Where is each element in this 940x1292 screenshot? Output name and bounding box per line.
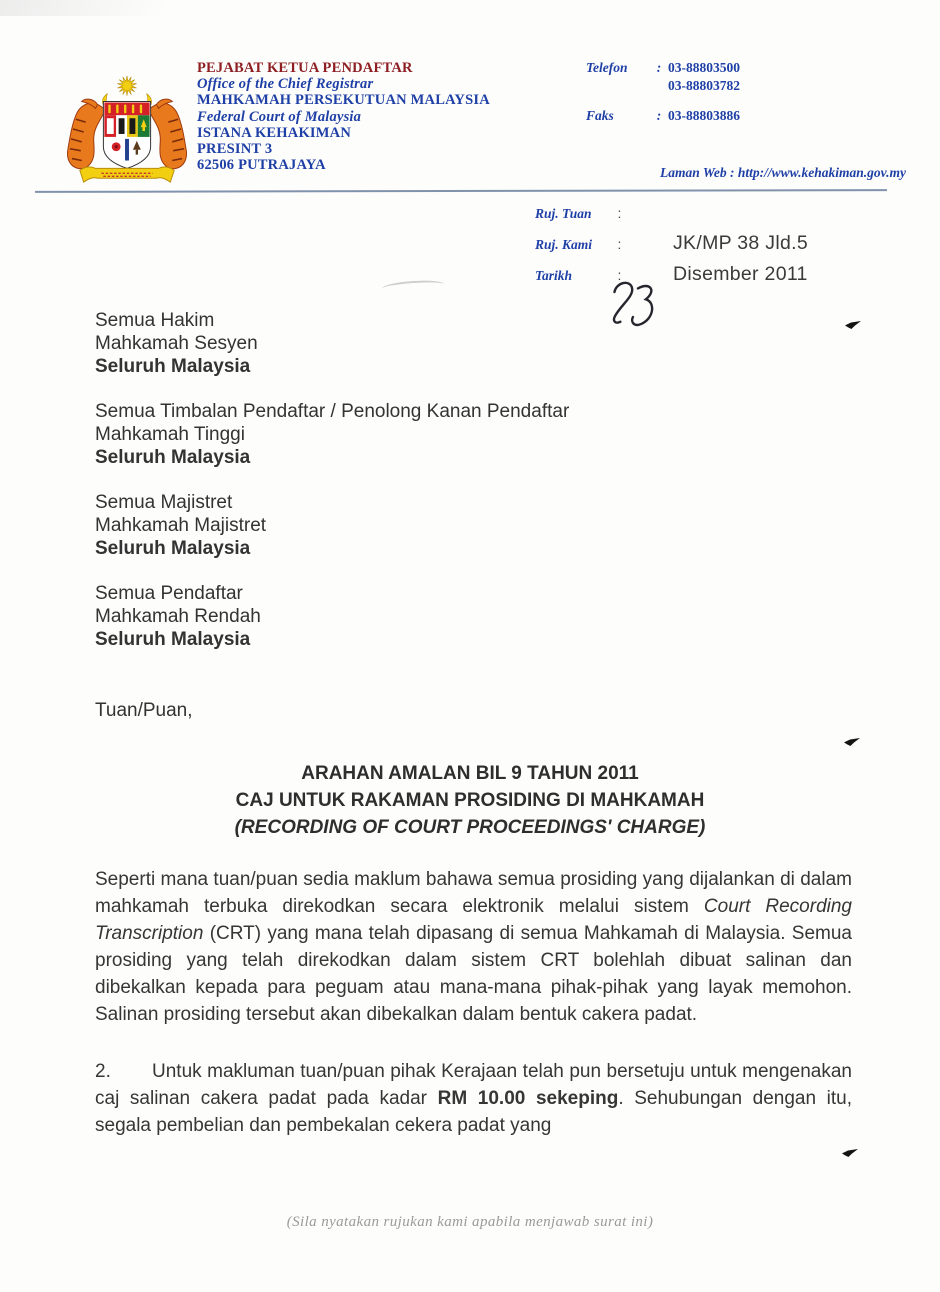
malaysia-coat-of-arms-icon [62, 72, 192, 192]
tarikh-row [535, 263, 915, 298]
para2-text: Untuk makluman tuan/puan pihak Kerajaan telah pun bersetuju untuk mengenakan caj salinan cakera padat pada kadar [95, 1061, 852, 1109]
recipient-line: Mahkamah Rendah [95, 606, 261, 628]
handwritten-day-23 [605, 278, 661, 336]
ruj-kami-label: Ruj. Kami [535, 237, 593, 252]
tarikh-label: Tarikh [535, 268, 573, 283]
phone-colon: : [656, 60, 662, 75]
scan-mark-artifact [842, 1149, 858, 1157]
shield-icon [103, 102, 150, 169]
footer-note: (Sila nyatakan rujukan kami apabila menjawab surat ini) [286, 1214, 654, 1230]
letterhead-divider-rule [35, 189, 887, 193]
recipient-block-judges [95, 309, 258, 379]
court-name-en: Federal Court of Malaysia [197, 108, 362, 125]
address-line-1: ISTANA KEHAKIMAN [197, 124, 351, 141]
ruj-kami-colon: : [617, 236, 622, 252]
fax-number: 03-88803886 [668, 108, 740, 123]
paragraph-number: 2. [95, 1061, 111, 1082]
office-name-my: PEJABAT KETUA PENDAFTAR [197, 60, 413, 76]
body-paragraph-1 [95, 866, 852, 1028]
address-line-2: PRESINT 3 [197, 141, 273, 158]
para2-bold-phrase: RM 10.00 sekeping [437, 1088, 619, 1109]
letterhead-contact-block [586, 60, 906, 126]
recipient-line: Semua Timbalan Pendaftar / Penolong Kanan Pendaftar [95, 401, 570, 422]
recipient-line: Seluruh Malaysia [95, 447, 251, 469]
recipient-block-registrars [95, 582, 261, 652]
ruj-kami-value: JK/MP 38 Jld.5 [673, 232, 808, 254]
scan-mark-artifact [844, 738, 860, 746]
tiger-left-icon [67, 99, 105, 169]
recipient-line: Semua Hakim [95, 310, 215, 331]
salutation: Tuan/Puan, [95, 700, 193, 721]
para1-text: (CRT) yang mana telah dipasang di semua Mahkamah di Malaysia. Semua prosiding yang telah direkodkan dalam sistem CRT bolehlah dibuat salinan dan dibekalkan kepada para peguam atau mana-mana pihak-pihak yang layak memohon. Salinan prosiding tersebut akan dibekalkan dalam bentuk cakera padat. [95, 923, 852, 1025]
phone-label: Telefon [586, 60, 628, 75]
recipient-line: Semua Majistret [95, 492, 233, 513]
recipient-line: Semua Pendaftar [95, 583, 243, 604]
recipient-line: Seluruh Malaysia [95, 629, 251, 651]
recipient-line: Seluruh Malaysia [95, 356, 251, 378]
ruj-tuan-colon: : [617, 205, 622, 221]
fax-label: Faks [586, 108, 614, 123]
subject-line-3: (RECORDING OF COURT PROCEEDINGS' CHARGE) [234, 817, 706, 838]
phone-number-1: 03-88803500 [668, 60, 740, 75]
subject-title-block [0, 760, 940, 841]
fax-row [586, 108, 906, 124]
scan-smudge-artifact [382, 279, 445, 294]
body-paragraph-2 [95, 1058, 852, 1139]
recipient-line: Mahkamah Sesyen [95, 333, 258, 355]
tarikh-colon: : [617, 267, 622, 283]
scan-mark-artifact [845, 321, 861, 329]
recipient-line: Mahkamah Majistret [95, 515, 267, 537]
phone-row-2 [586, 78, 906, 94]
subject-line-1: ARAHAN AMALAN BIL 9 TAHUN 2011 [301, 763, 639, 784]
ruj-tuan-label: Ruj. Tuan [535, 206, 592, 221]
website-url: Laman Web : http://www.kehakiman.gov.my [659, 165, 906, 180]
federal-star-icon [117, 76, 136, 96]
recipient-block-deputy-registrars [95, 400, 569, 470]
scan-edge-shadow [0, 0, 220, 16]
para2-text: . Sehubungan dengan itu, segala pembelian dan pembekalan cekera padat yang [95, 1088, 852, 1136]
recipient-line: Mahkamah Tinggi [95, 424, 245, 446]
fax-colon: : [656, 108, 662, 123]
recipient-line: Seluruh Malaysia [95, 538, 251, 560]
tiger-right-icon [149, 99, 187, 169]
phone-number-2: 03-88803782 [668, 78, 740, 93]
court-name-my: MAHKAMAH PERSEKUTUAN MALAYSIA [197, 92, 490, 109]
tarikh-value: Disember 2011 [673, 263, 808, 285]
address-line-3: 62506 PUTRAJAYA [197, 157, 326, 174]
para1-italic-phrase: Court Recording Transcription [95, 896, 852, 944]
subject-line-2: CAJ UNTUK RAKAMAN PROSIDING DI MAHKAMAH [235, 790, 705, 811]
office-name-en: Office of the Chief Registrar [197, 76, 374, 93]
para1-text: Seperti mana tuan/puan sedia maklum bahawa semua prosiding yang dijalankan di dalam mahkamah terbuka direkodkan secara elektronik melalui sistem [95, 869, 852, 917]
reference-block [535, 205, 915, 298]
motto-banner-icon [80, 167, 174, 182]
recipient-block-magistrates [95, 491, 266, 561]
phone-row-1 [586, 60, 906, 76]
